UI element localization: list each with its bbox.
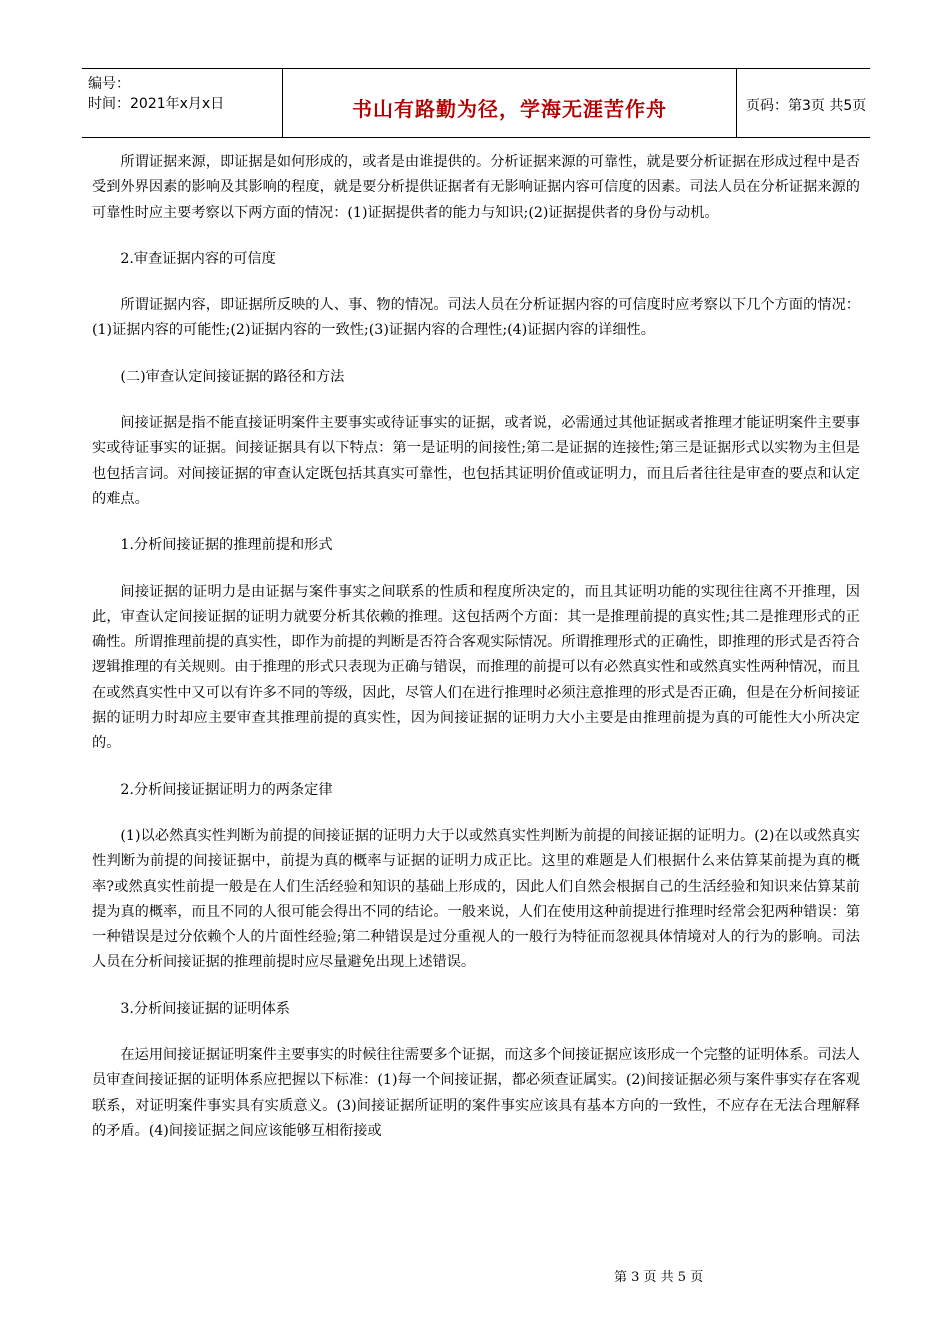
document-time-label: 时间：2021年x月x日 — [88, 96, 225, 112]
section-heading: (二)审查认定间接证据的路径和方法 — [120, 368, 345, 385]
section-heading: 2.分析间接证据证明力的两条定律 — [120, 781, 333, 798]
header-motto: 书山有路勤为径，学海无涯苦作舟 — [352, 97, 667, 121]
paragraph-reasoning-premise: 间接证据的证明力是由证据与案件事实之间联系的性质和程度所决定的，而且其证明功能的实现往往离不开推理，因此，审查认定间接证据的证明力就要分析其依赖的推理。这包括两个方面：其一是推理前提的真实性;其二是推理形式的正确性。所谓推理前提的真实性，即作为前提的判断是否符合客观实际情况。所谓推理形式的正确性，即推理的形式是否符合逻辑推理的有关规则。由于推理的形式只表现为正确与错误，而推理的前提可以有必然真实性和或然真实性两种情况，而且在或然真实性中又可以有许多不同的等级，因此，尽管人们在进行推理时必须注意推理的形式是否正确，但是在分析间接证据的证明力时却应主要审查其推理前提的真实性，因为间接证据的证明力大小主要是由推理前提为真的可能性大小所决定的。 — [92, 583, 860, 752]
page-footer: 第 3 页 共 5 页 — [614, 1270, 704, 1285]
paragraph-two-laws: (1)以必然真实性判断为前提的间接证据的证明力大于以或然真实性判断为前提的间接证据的证明力。(2)在以或然真实性判断为前提的间接证据中，前提为真的概率与证据的证明力成正比。这里的难题是人们根据什么来估算某前提为真的概率?或然真实性前提一般是在人们生活经验和知识的基础上形成的，因此人们自然会根据自己的生活经验和知识来估算某前提为真的概率，而且不同的人很可能会得出不同的结论。一般来说，人们在使用这种前提进行推理时经常会犯两种错误：第一种错误是过分依赖个人的片面性经验;第二种错误是过分重视人的一般行为特征而忽视具体情境对人的行为的影响。司法人员在分析间接证据的推理前提时应尽量避免出现上述错误。 — [92, 827, 860, 971]
header-right-cell — [736, 69, 870, 137]
paragraph-evidence-source: 所谓证据来源，即证据是如何形成的，或者是由谁提供的。分析证据来源的可靠性，就是要分析证据在形成过程中是否受到外界因素的影响及其影响的程度，就是要分析提供证据者有无影响证据内容可信度的因素。司法人员在分析证据来源的可靠性时应主要考察以下两方面的情况：(1)证据提供者的能力与知识;(2)证据提供者的身份与动机。 — [92, 154, 860, 221]
page-header — [82, 68, 870, 138]
paragraph-proof-system: 在运用间接证据证明案件主要事实的时候往往需要多个证据，而这多个间接证据应该形成一个完整的证明体系。司法人员审查间接证据的证明体系应把握以下标准：(1)每一个间接证据，都必须查证属实。(2)间接证据必须与案件事实存在客观联系，对证明案件事实具有实质意义。(3)间接证据所证明的案件事实应该具有基本方向的一致性，不应存在无法合理解释的矛盾。(4)间接证据之间应该能够互相衔接或 — [92, 1047, 860, 1139]
paragraph-indirect-evidence: 间接证据是指不能直接证明案件主要事实或待证事实的证据，或者说，必需通过其他证据或者推理才能证明案件主要事实或待证事实的证据。间接证据具有以下特点：第一是证明的间接性;第二是证据的连接性;第三是证据形式以实物为主但是也包括言词。对间接证据的审查认定既包括其真实可靠性，也包括其证明价值或证明力，而且后者往往是审查的要点和认定的难点。 — [92, 415, 860, 507]
document-number-label: 编号： — [88, 76, 130, 92]
paragraph-evidence-content: 所谓证据内容，即证据所反映的人、事、物的情况。司法人员在分析证据内容的可信度时应考察以下几个方面的情况：(1)证据内容的可能性;(2)证据内容的一致性;(3)证据内容的合理性;(4)证据内容的详细性。 — [92, 297, 860, 339]
header-page-info: 页码：第3页 共5页 — [746, 98, 867, 114]
section-heading: 2.审查证据内容的可信度 — [120, 250, 276, 267]
section-heading: 1.分析间接证据的推理前提和形式 — [120, 537, 333, 554]
header-motto-cell — [282, 69, 737, 137]
header-left-cell — [82, 69, 282, 137]
document-body — [92, 150, 860, 1144]
section-heading: 3.分析间接证据的证明体系 — [120, 1000, 290, 1017]
